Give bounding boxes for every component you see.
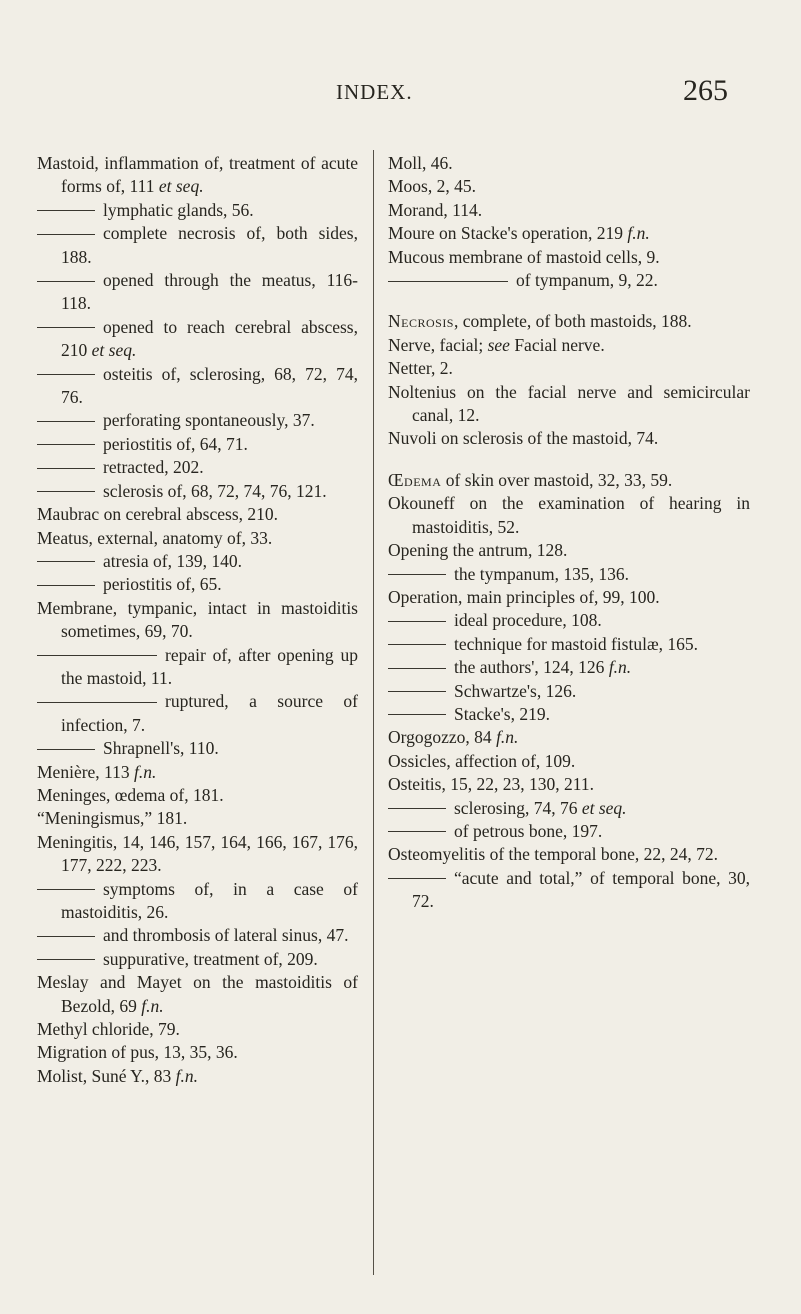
index-entry [37,831,358,878]
index-entry [388,703,750,726]
entry-italic: et seq. [91,340,137,361]
index-entry [388,152,750,175]
ditto-dash [388,281,508,282]
index-entry [37,948,358,971]
entry-text: Nuvoli on sclerosis of the mastoid, 74. [388,428,659,449]
ditto-dash [37,959,95,960]
entry-text: Mastoid, inflammation of, treatment of acute forms of, 111 [37,153,358,197]
entry-italic: see [487,334,510,355]
ditto-dash [37,421,95,422]
index-entry [37,597,358,644]
entry-text: periostitis of, 65. [103,574,222,595]
index-entry [388,680,750,703]
index-entry [388,820,750,843]
entry-italic: et seq. [158,176,204,197]
ditto-dash [388,574,446,575]
index-entry [37,456,358,479]
index-entry [37,527,358,550]
index-entry [37,269,358,316]
ditto-dash [37,655,157,656]
index-entry [37,573,358,596]
entry-text: atresia of, 139, 140. [103,550,242,571]
index-entry [37,1018,358,1041]
entry-text: of petrous bone, 197. [454,820,603,841]
ditto-dash [37,210,95,211]
entry-text: Noltenius on the facial nerve and semicircular canal, 12. [388,381,750,426]
index-entry [388,797,750,820]
index-entry [37,222,358,269]
index-entry [37,409,358,432]
entry-text: Okouneff on the examination of hearing in mastoiditis, 52. [388,493,750,537]
ditto-dash [37,889,95,890]
index-entry [37,480,358,503]
ditto-dash [388,714,446,715]
entry-text: Stacke's, 219. [454,703,550,724]
entry-italic: f.n. [608,657,632,678]
index-entry [37,971,358,1018]
index-entry [388,427,750,450]
entry-text: Ossicles, affection of, 109. [388,750,576,771]
entry-text: retracted, 202. [103,457,204,478]
ditto-dash [37,936,95,937]
entry-text: ideal procedure, 108. [454,610,602,631]
ditto-dash [37,702,157,703]
index-entry [388,586,750,609]
ditto-dash [388,808,446,809]
index-entry [37,316,358,363]
entry-text: Opening the antrum, 128. [388,540,568,561]
index-entry [37,152,358,199]
ditto-dash [37,444,95,445]
entry-text: Operation, main principles of, 99, 100. [388,586,660,607]
entry-text: sclerosing, 74, 76 [454,797,582,818]
entry-text: Moos, 2, 45. [388,176,476,197]
entry-text: the tympanum, 135, 136. [454,563,629,584]
ditto-dash [388,878,446,879]
entry-text: Shrapnell's, 110. [103,738,219,759]
index-entry [388,246,750,269]
entry-text: opened through the meatus, 116-118. [61,270,358,314]
entry-text: Schwartze's, 126. [454,680,577,701]
index-entry [388,334,750,357]
index-entry [37,503,358,526]
index-entry [37,784,358,807]
ditto-dash [37,234,95,235]
ditto-dash [37,585,95,586]
index-entry [37,433,358,456]
ditto-dash [388,831,446,832]
entry-text: Meningitis, 14, 146, 157, 164, 166, 167, 176, 177, 222, 223. [37,831,358,876]
entry-text: sclerosis of, 68, 72, 74, 76, 121. [103,480,327,501]
running-head: INDEX. [336,80,413,104]
index-entry [388,773,750,796]
section-gap [388,451,750,469]
entry-text: perforating spontaneously, 37. [103,410,315,431]
entry-text: Moure on Stacke's operation, 219 [388,223,628,244]
index-entry [37,690,358,737]
entry-text: Morand, 114. [388,199,483,220]
index-entry [388,656,750,679]
ditto-dash [37,468,95,469]
entry-text: of tympanum, 9, 22. [516,270,658,291]
entry-italic: f.n. [175,1065,198,1086]
entry-text: Meatus, external, anatomy of, 33. [37,527,273,548]
entry-text: “acute and total,” of temporal bone, 30, 72. [412,867,750,912]
index-entry [388,269,750,292]
index-entry [388,492,750,539]
page-number: 265 [683,74,728,107]
entry-text: repair of, after opening up the mastoid, 11. [61,644,358,688]
entry-text: osteitis of, sclerosing, 68, 72, 74, 76. [61,363,358,408]
entry-text: periostitis of, 64, 71. [103,433,248,454]
index-entry [388,222,750,245]
index-entry [37,924,358,947]
index-entry [388,469,750,492]
index-entry [388,609,750,632]
index-entry [388,539,750,562]
entry-text: Facial nerve. [509,334,605,355]
ditto-dash [388,644,446,645]
entry-italic: f.n. [496,727,519,748]
entry-text: Osteomyelitis of the temporal bone, 22, 24, 72. [388,844,719,865]
index-entry [37,199,358,222]
entry-text: of skin over mastoid, 32, 33, 59. [441,469,673,490]
column-divider [373,150,374,1275]
index-entry [37,363,358,410]
ditto-dash [388,621,446,622]
entry-text: Molist, Suné Y., 83 [37,1065,176,1086]
ditto-dash [37,281,95,282]
entry-text: Nerve, facial; [388,334,488,355]
entry-text: Menière, 113 [37,761,135,782]
index-entry [388,563,750,586]
ditto-dash [388,691,446,692]
entry-text: the authors', 124, 126 [454,657,609,678]
entry-text: lymphatic glands, 56. [103,199,254,220]
ditto-dash [37,749,95,750]
entry-italic: f.n. [627,223,650,244]
index-entry [388,357,750,380]
entry-text: symptoms of, in a case of mastoiditis, 26. [61,878,358,922]
entry-text: and thrombosis of lateral sinus, 47. [103,925,349,946]
entry-text: technique for mastoid fistulæ, 165. [454,633,698,654]
ditto-dash [388,668,446,669]
entry-text: Migration of pus, 13, 35, 36. [37,1042,238,1063]
index-entry [388,310,750,333]
index-entry [37,807,358,830]
index-entry [37,761,358,784]
entry-text: Meninges, œdema of, 181. [37,784,224,805]
index-entry [388,199,750,222]
entry-text: Mucous membrane of mastoid cells, 9. [388,246,660,267]
index-entry [37,550,358,573]
index-entry [388,750,750,773]
entry-text: Maubrac on cerebral abscess, 210. [37,504,279,525]
section-gap [388,292,750,310]
entry-text: Membrane, tympanic, intact in mastoiditis sometimes, 69, 70. [37,597,358,642]
entry-italic: f.n. [134,761,157,782]
index-entry [388,726,750,749]
ditto-dash [37,491,95,492]
entry-text: ruptured, a source of infection, 7. [61,691,358,735]
index-entry [37,644,358,691]
index-entry [37,1041,358,1064]
entry-italic: et seq. [581,797,627,818]
entry-text: “Meningismus,” 181. [37,808,188,829]
entry-text: complete necrosis of, both sides, 188. [61,223,358,267]
entry-text: Osteitis, 15, 22, 23, 130, 211. [388,774,594,795]
index-entry [388,843,750,866]
entry-text: Orgogozzo, 84 [388,727,497,748]
entry-text: opened to reach cerebral abscess, 210 [61,316,358,361]
index-column-right [388,152,750,914]
ditto-dash [37,327,95,328]
entry-text: Netter, 2. [388,358,453,379]
ditto-dash [37,374,95,375]
entry-text: Meslay and Mayet on the mastoiditis of Bezold, 69 [37,972,358,1016]
index-entry [37,878,358,925]
index-entry [37,737,358,760]
index-column-left [37,152,358,1088]
index-entry [388,867,750,914]
index-entry [37,1065,358,1088]
entry-italic: f.n. [141,995,164,1016]
entry-headword: Necrosis [388,311,454,332]
page-header [0,68,801,128]
entry-text: Methyl chloride, 79. [37,1019,180,1040]
index-entry [388,381,750,428]
index-entry [388,175,750,198]
entry-text: , complete, of both mastoids, 188. [454,311,692,332]
entry-headword: Œdema [388,469,442,490]
ditto-dash [37,561,95,562]
index-entry [388,633,750,656]
entry-text: suppurative, treatment of, 209. [103,948,318,969]
entry-text: Moll, 46. [388,153,453,173]
